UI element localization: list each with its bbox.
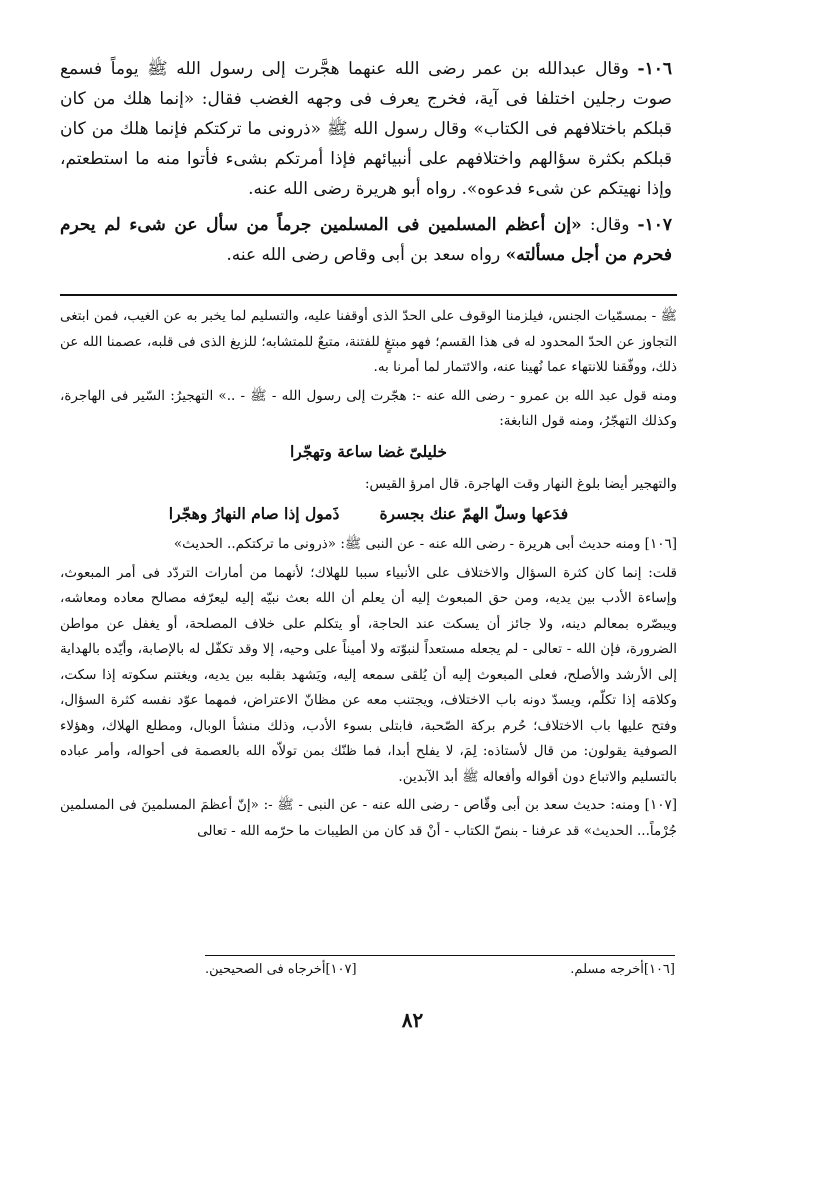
paragraph-107 [60,210,672,270]
footnote-106: [١٠٦]أخرجه مسلم. [570,962,675,977]
commentary-para-5: قلت: إنما كان كثرة السؤال والاختلاف على الأنبياء سببا للهلاك؛ لأنهما من أمارات التردّد فى أمر المبعوث، وإساءة الأدب بين يديه، ومن حق المبعوث إليه أن يعلم أن الله بعث نبيّه إليه ليعرّفه مصالح معاده ومعاشه، ويبصّره بمعالم دينه، ولا جائز أن يسكت عند الحاجة، أو يتكلم على خلاف المصلحة، أو يغفل عن مواطن الضرورة، فإن الله - تعالى - لم يجعله مستعداً لنبوّته ولا أميناً على وحيه، إلا وقد تكفّل له بالإصابة، وأيّده بالهداية إلى الأرشد والأصلح، فعلى المبعوث إليه أن يُلقى سمعه إليه، ويَشهد بقلبه بين يديه، ويغتنم سكوته إذا سكت، وكلامَه إذا تكلّم، ويسدّ دونه باب الاختلاف، ويجتنب معه عن مظانّ الاعتراض، فمهما عوّد نفسه كثرة السؤال، وفتح عليها باب الاختلاف؛ حُرم بركة الصّحبة، فابتلى بسوء الأدب، وذلك منشأ الوبال، ومطلع الهلاك، وهؤلاء الصوفية يقولون: من قال لأستاذه: لِمَ، لا يفلح أبدا، فما ظنّك بمن تولاّه الله بالعصمة فى أحواله، وأمر عباده بالتسليم والاتباع دون أقواله وأفعاله ﷺ أبد الآبدين. [60,564,677,785]
paragraph-106 [60,54,672,204]
section-divider [60,294,677,296]
poetry-verse-1: خليلىّ غضا ساعة وتهجّرا [290,441,447,461]
verse-2-second-hemistich: ذَمول إذا صام النهارُ وهجّرا [168,503,340,523]
hadith-number-106: ١٠٦- [637,59,672,79]
commentary [60,304,677,847]
footnote-107: [١٠٧]أخرجاه فى الصحيحين. [205,962,357,977]
hadith-number-107: ١٠٧- [637,215,673,235]
commentary-para-2: ومنه قول عبد الله بن عمرو - رضى الله عنه -: هجّرت إلى رسول الله - ﷺ - ..» التهجيرُ: السّير فى الهاجرة، وكذلك التهجّرُ، ومنه قول النابغة: [60,387,677,429]
commentary-para-1: ﷺ - بمسمّيات الجنس، فيلزمنا الوقوف على الحدّ الذى أوقفنا عليه، والتسليم لما يخبر به عن الغيب، فمن ابتغى التجاوز عن الحدّ المحدود له فى هذا القسم؛ فهو مبتغٍ للفتنة، متبعٌ للمتشابه؛ للزيغ الذى فى قلبه، عصمنا الله عن ذلك، ووفّقنا للانتهاء عما نُهينا عنه، والائتمار لما أمرنا به. [60,308,677,375]
footnote-divider [205,955,675,956]
commentary-para-3: والتهجير أيضا بلوغ النهار وقت الهاجرة. قال امرؤ القيس: [364,476,677,492]
page-number: ٨٢ [401,1008,424,1032]
commentary-para-6: [١٠٧] ومنه: حديث سعد بن أبى وقّاص - رضى الله عنه - عن النبى - ﷺ -: «إنّ أعظمَ المسلمينَ فى المسلمين جُرْماً... الحديث» قد عرفنا - بنصّ الكتاب - أنْ قد كان من الطيبات ما حرّمه الله - تعالى [60,797,677,839]
main-text [60,54,672,276]
verse-2-first-hemistich: فدَعها وسلّ الهمّ عنك بجسرة [379,503,569,523]
hadith-tail-107: رواه سعد بن أبى وقاص رضى الله عنه. [226,245,501,265]
poetry-verse-2 [60,501,677,527]
hadith-quote-107: «إن أعظم المسلمين فى المسلمين جرماً من سأل عن شىء لم يحرم فحرم من أجل مسألته» [60,215,672,265]
commentary-para-4: [١٠٦] ومنه حديث أبى هريرة - رضى الله عنه - عن النبى ﷺ: «ذرونى ما تركتكم.. الحديث» [173,536,677,552]
footnotes [205,962,675,977]
hadith-text-106: وقال عبدالله بن عمر رضى الله عنهما هجَّرت إلى رسول الله ﷺ يوماً فسمع صوت رجلين اختلفا فى آية، فخرج يعرف فى وجهه الغضب فقال: «إنما هلك من كان قبلكم باختلافهم فى الكتاب» وقال رسول الله ﷺ «ذرونى ما تركتكم فإنما هلك من كان قبلكم بكثرة سؤالهم واختلافهم على أنبيائهم فإذا أمرتكم بشىء فأتوا منه ما استطعتم، وإذا نهيتكم عن شىء فدعوه». رواه أبو هريرة رضى الله عنه. [60,59,672,199]
hadith-lead-107: وقال: [589,215,630,235]
